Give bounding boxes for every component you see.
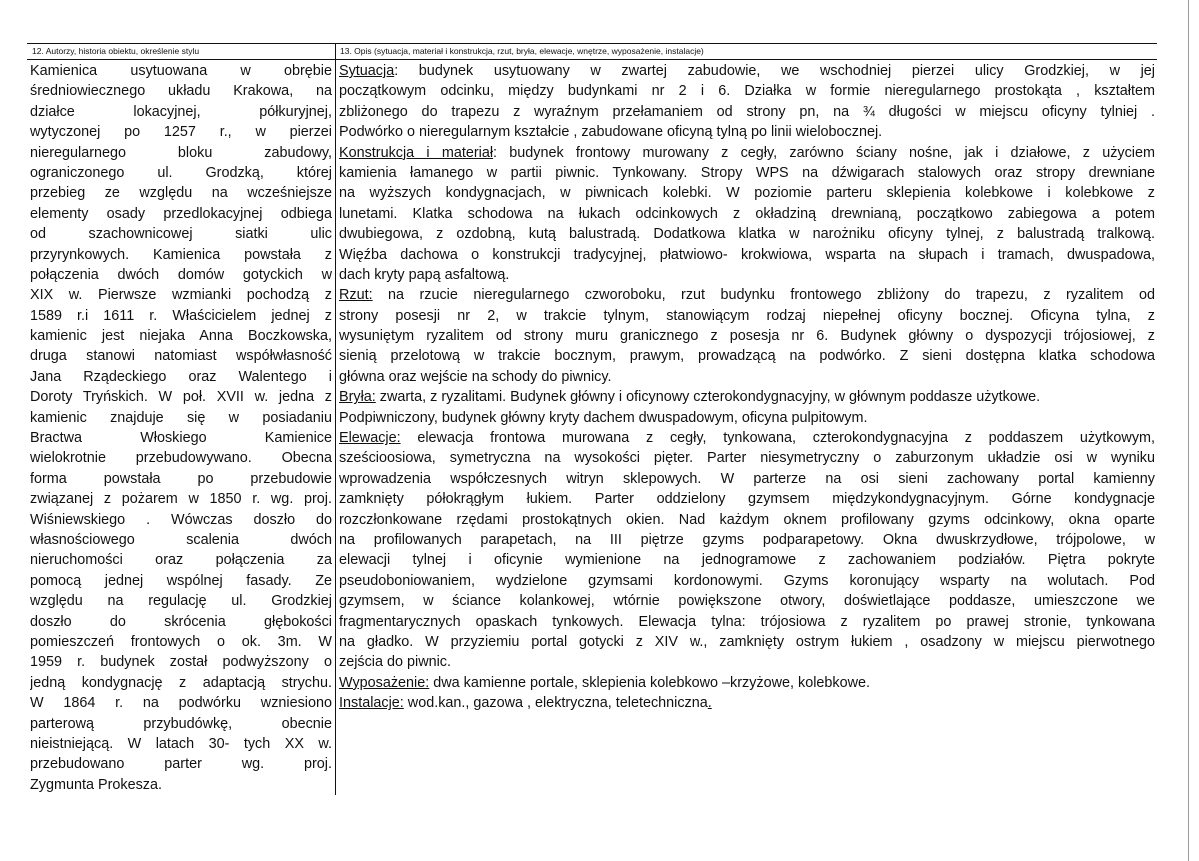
- history-line: względu na regulację ul. Grodzkiej: [30, 593, 332, 610]
- history-line: 1589 r.i 1611 r. Właścicielem jednej z: [30, 307, 332, 324]
- bryla-line: Bryła: zwarta, z ryzalitami. Budynek główny i oficynowy czterokondygnacyjny, w głównym poddasze użytkowe.: [339, 389, 1041, 406]
- history-line: nieregularnego bloku zabudowy,: [30, 144, 332, 161]
- elewacje-label: Elewacje:: [339, 430, 401, 447]
- konstrukcja-line: dach kryty papą asfaltową.: [339, 266, 510, 283]
- history-line: Zygmunta Prokesza.: [30, 776, 162, 793]
- history-line: elementy osady przedlokacyjnej odbiega: [30, 205, 332, 222]
- sytuacja-line: Podwórko o nieregularnym kształcie , zabudowane oficyną tylną po linii wielobocznej.: [339, 124, 883, 141]
- rzut-label: Rzut:: [339, 287, 373, 304]
- elewacje-line: zamknięty półokrągłym łukiem. Parter oddzielony gzymsem międzykondygnacyjnym. Górne kondygnacje: [339, 491, 1155, 508]
- sytuacja-line: zbliżonego do trapezu z wyraźnym przełamaniem od strony pn, na ¾ długości w miejscu oficyny tylniej .: [339, 103, 1155, 120]
- elewacje-line: gzymsem, w ściance kolankowej, wtórnie powiększone otwory, doświetlające poddasze, umieszczone we: [339, 593, 1155, 610]
- elewacje-line: sześcioosiowa, symetryczna na wysokości pięter. Parter niesymetryczny o zaburzonym układzie osi w wyniku: [339, 450, 1155, 467]
- bryla-line: Podpiwniczony, budynek główny kryty dachem dwuspadowym, oficyna pulpitowym.: [339, 409, 868, 426]
- konstrukcja-line: kamienia łamanego w partii piwnic. Tynkowany. Stropy WPS na dźwigarach stalowych oraz stropy drewniane: [339, 164, 1155, 181]
- sytuacja-line: Sytuacja: budynek usytuowany w zwartej zabudowie, we wschodniej pierzei ulicy Grodzkiej, w jej: [339, 63, 1155, 79]
- rzut-line: Rzut: na rzucie nieregularnego czworoboku, rzut budynku frontowego zbliżony do trapezu, z ryzalitem od: [339, 287, 1155, 304]
- sytuacja-label: Sytuacja: [339, 63, 395, 79]
- history-line: przebieg ze względu na wcześniejsze: [30, 185, 332, 202]
- history-line: działce lokacyjnej, półkuryjnej,: [30, 103, 332, 120]
- elewacje-line: na profilowanych parapetach, na III piętrze gzyms podparapetowy. Okna dwuskrzydłowe, trójpolowe, w: [339, 531, 1155, 548]
- history-line: przyrynkowych. Kamienica powstała z: [30, 246, 332, 263]
- history-line: W 1864 r. na podwórku wzniesiono: [30, 695, 332, 712]
- description-card: [27, 43, 1157, 795]
- history-line: własnościowego scalenia dwóch: [30, 531, 332, 548]
- history-line: 1959 r. budynek został podwyższony o: [30, 654, 332, 671]
- rzut-line: sienią przelotową w trakcie bocznym, prawym, prowadzącą na podwórko. Z sieni dostępna klatka schodowa: [339, 348, 1155, 365]
- konstrukcja-line: dwubiegowa, z ozdobną, kutą balustradą. Dodatkowa klatka w narożniku oficyny tylnej, z balustradą tralkową.: [339, 226, 1155, 243]
- top-rule: [27, 43, 1157, 44]
- history-line: Doroty Tryńskich. W poł. XVII w. jedna z: [30, 389, 332, 406]
- history-line: Wiśniewskiego . Wówczas doszło do: [30, 511, 332, 528]
- konstrukcja-line: lunetami. Klatka schodowa na łukach odcinkowych z okładziną drewnianą, początkowo zabiegowa a potem: [339, 205, 1155, 222]
- history-line: połączenia dwóch domów gotyckich w: [30, 266, 332, 283]
- history-line: nieistniejącą. W latach 30- tych XX w.: [30, 735, 332, 752]
- elewacje-line: na gładko. W przyziemiu portal gotycki z XIV w., zamknięty ostrym łukiem , osadzony w miejscu pierwotnego: [339, 633, 1155, 650]
- right-column-header: 13. Opis (sytuacja, materiał i konstrukcja, rzut, bryła, elewacje, wnętrze, wyposażenie, instalacje): [340, 46, 704, 56]
- history-text: [30, 61, 332, 795]
- history-line: przebudowano parter wg. proj.: [30, 756, 332, 773]
- elewacje-line: rozczłonkowane rzędami prostokątnych okien. Nad każdym oknem profilowany gzyms odcinkowy, okna oparte: [339, 511, 1155, 528]
- history-line: doszło do skrócenia głębokości: [30, 613, 332, 630]
- history-line: parterową przybudówkę, obecnie: [30, 715, 332, 732]
- left-column-header: 12. Autorzy, historia obiektu, określenie stylu: [32, 46, 200, 56]
- rzut-line: strony posesji nr 2, w trakcie tylnym, stanowiącym rodzaj niepełnej oficyny bocznej. Oficyna tylna, z: [339, 307, 1155, 324]
- konstrukcja-line: Więźba dachowa o konstrukcji tradycyjnej, płatwiowo- krokwiowa, wsparta na słupach i tramach, dwuspadowa,: [339, 246, 1155, 263]
- history-line: kamienic jest niejaka Anna Boczkowska,: [30, 328, 332, 345]
- elewacje-line: Elewacje: elewacja frontowa murowana z cegły, tynkowana, czterokondygnacyjna z poddaszem użytkowym,: [339, 430, 1155, 447]
- konstrukcja-line: na wyższych kondygnacjach, w piwnicach kolebki. W poziomie parteru sklepienia kolebkowe i kolebkowe z: [339, 185, 1155, 202]
- bryla-label: Bryła:: [339, 389, 376, 406]
- elewacje-line: zejścia do piwnic.: [339, 654, 451, 671]
- page-edge: [1188, 0, 1189, 861]
- history-line: nieruchomości oraz połączenia za: [30, 552, 332, 569]
- history-line: Jana Rządeckiego oraz Walentego i: [30, 368, 332, 385]
- konstrukcja-line: Konstrukcja i materiał: budynek frontowy murowany z cegły, zarówno ściany nośne, jak i działowe, z użyciem: [339, 144, 1155, 161]
- header-rule: [27, 59, 1157, 60]
- history-line: XIX w. Pierwsze wzmianki pochodzą z: [30, 287, 332, 304]
- instalacje-line: Instalacje: wod.kan., gazowa , elektryczna, teletechniczna.: [339, 695, 712, 712]
- wyposazenie-label: Wyposażenie:: [339, 674, 430, 691]
- elewacje-line: elewacji tylnej i oficynie wymienione na jednogramowe z zachowaniem podziałów. Piętra pokryte: [339, 552, 1155, 569]
- history-line: związanej z pożarem w 1850 r. wg. proj.: [30, 491, 332, 508]
- column-divider: [335, 43, 336, 795]
- history-line: jedną kondygnację z adaptacją strychu.: [30, 674, 332, 691]
- instalacje-label: Instalacje:: [339, 695, 404, 712]
- rzut-line: wysuniętym ryzalitem od strony muru granicznego z posesja nr 6. Budynek główny o dyspozycji trójosiowej, z: [339, 328, 1155, 345]
- history-line: druga stanowi natomiast współwłasność: [30, 348, 332, 365]
- konstrukcja-label: Konstrukcja i materiał: [339, 144, 494, 161]
- history-line: od szachownicowej siatki ulic: [30, 226, 332, 243]
- history-line: pomieszczeń frontowych o ok. 3m. W: [30, 633, 332, 650]
- history-line: kamienic znajduje się w posiadaniu: [30, 409, 332, 426]
- history-line: pomocą jednej wspólnej fasady. Ze: [30, 572, 332, 589]
- elewacje-line: pseudoboniowaniem, wydzielone gzymsami kordonowymi. Gzyms koronujący wsparty na wolutach. Pod: [339, 572, 1155, 589]
- sytuacja-line: początkowym odcinku, między budynkami nr 2 i 6. Działka w formie nieregularnego prostokąta , kształtem: [339, 83, 1155, 100]
- description-text: [339, 61, 1155, 714]
- history-line: wielokrotnie przebudowywano. Obecna: [30, 450, 332, 467]
- history-line: forma powstała po przebudowie: [30, 470, 332, 487]
- history-line: ograniczonego ul. Grodzką, której: [30, 164, 332, 181]
- history-line: Kamienica usytuowana w obrębie: [30, 63, 332, 79]
- history-line: wytyczonej po 1257 r., w pierzei: [30, 124, 332, 141]
- wyposazenie-line: Wyposażenie: dwa kamienne portale, sklepienia kolebkowo –krzyżowe, kolebkowe.: [339, 674, 871, 691]
- elewacje-line: fragmentarycznych opaskach tynkowych. Elewacja tylna: trójosiowa z ryzalitem po prawej stronie, tynkowana: [339, 613, 1155, 630]
- history-line: Bractwa Włoskiego Kamienice: [30, 430, 332, 447]
- rzut-line: główna oraz wejście na schody do piwnicy.: [339, 368, 612, 385]
- elewacje-line: wprowadzenia współczesnych witryn sklepowych. W parterze na osi sieni zachowany portal kamienny: [339, 470, 1155, 487]
- history-line: średniowiecznego układu Krakowa, na: [30, 83, 332, 100]
